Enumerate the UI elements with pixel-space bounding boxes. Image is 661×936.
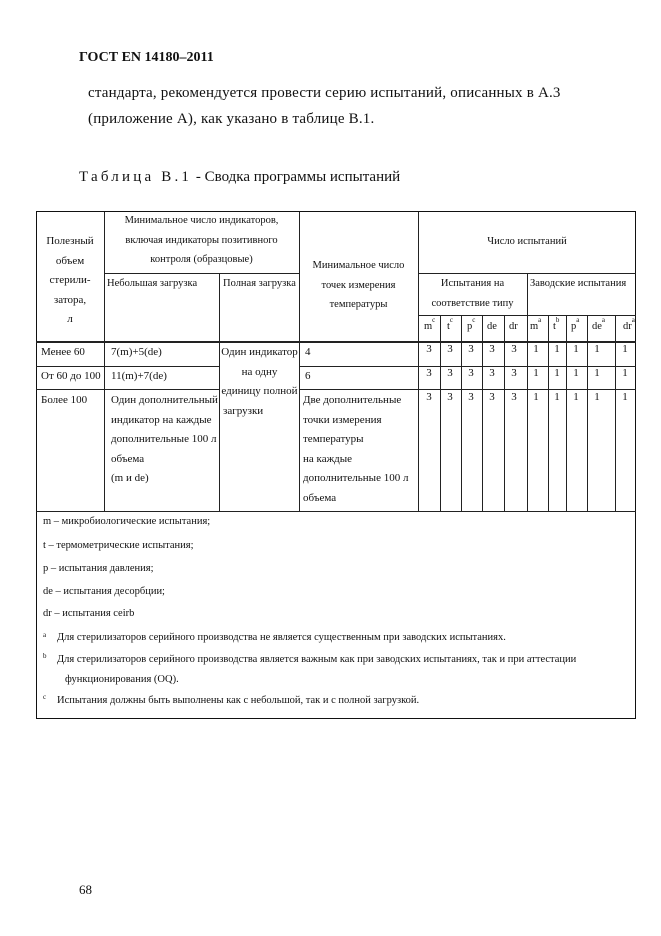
page-number: 68 <box>79 882 92 897</box>
table-vline <box>548 315 549 512</box>
body-text-line-1: стандарта, рекомендуется провести серию испытаний, описанных в А.3 <box>88 85 561 101</box>
factory-value-cell: 1 <box>573 343 579 355</box>
table-hline <box>36 389 220 390</box>
type-value-cell: 3 <box>468 343 474 355</box>
col-header-type-dr: dr <box>509 321 518 332</box>
legend-t: t – термометрические испытания; <box>43 540 194 551</box>
col-header-type-t: $t^c$ <box>447 317 454 332</box>
factory-value-cell: 1 <box>554 391 560 403</box>
footnote-c-text: Испытания должны быть выполнены как с небольшой, так и с полной загрузкой. <box>57 695 420 706</box>
row-1-small-load: 7(m)+5(de) <box>111 346 162 358</box>
col-header-type-de: de <box>487 321 497 332</box>
factory-value-cell: 1 <box>622 343 628 355</box>
factory-value-cell: 1 <box>594 343 600 355</box>
row-1-points: 4 <box>305 346 311 358</box>
factory-value-cell: 1 <box>594 391 600 403</box>
footnote-b-text-2: функционирования (OQ). <box>65 674 179 685</box>
table-hline <box>299 389 636 390</box>
legend-de: de – испытания десорбции; <box>43 586 165 597</box>
row-3-volume: Более 100 <box>41 394 88 406</box>
document-header: ГОСТ EN 14180–2011 <box>79 50 214 65</box>
col-header-factory-de: $de^a$ <box>592 317 606 332</box>
col-header-factory-dr: $dr^a$ <box>623 317 635 332</box>
type-value-cell: 3 <box>426 367 432 379</box>
row-2-small-load: 11(m)+7(de) <box>111 370 167 382</box>
type-value-cell: 3 <box>447 367 453 379</box>
body-text-line-2: (приложение А), как указано в таблице В.1. <box>88 111 375 127</box>
col-header-type-p: $p^c$ <box>467 317 476 332</box>
caption-title: - Сводка программы испытаний <box>195 169 401 185</box>
type-value-cell: 3 <box>489 343 495 355</box>
header-num-tests: Число испытаний <box>487 236 567 247</box>
type-value-cell: 3 <box>468 391 474 403</box>
header-full-load: Полная загрузка <box>223 278 296 289</box>
col-header-factory-m: $m^a$ <box>530 317 542 332</box>
table-vline <box>482 315 483 512</box>
type-value-cell: 3 <box>426 391 432 403</box>
footnote-b-text: Для стерилизаторов серийного производства является важным как при заводских испытаниях, так и при аттестации <box>57 654 577 665</box>
table-vline <box>440 315 441 512</box>
type-value-cell: 3 <box>489 391 495 403</box>
table-caption <box>79 169 400 186</box>
type-value-cell: 3 <box>426 343 432 355</box>
factory-value-cell: 1 <box>533 391 539 403</box>
factory-value-cell: 1 <box>533 343 539 355</box>
table-hline <box>36 511 636 512</box>
footnote-c-mark: c <box>43 693 47 701</box>
footnote-a-mark: a <box>43 631 47 639</box>
factory-value-cell: 1 <box>533 367 539 379</box>
row-3-small-load: Один дополнительный индикатор на каждые дополнительные 100 л объема (m и de) <box>111 394 218 484</box>
caption-label: Таблица В.1 <box>79 169 193 185</box>
header-type-tests: Испытания на соответствие типу <box>431 278 514 309</box>
header-small-load: Небольшая загрузка <box>107 278 198 289</box>
col-header-factory-p: $p^a$ <box>571 317 580 332</box>
row-2-volume: От 60 до 100 <box>41 370 101 382</box>
table-hline <box>418 315 636 316</box>
table-vline <box>504 315 505 512</box>
factory-value-cell: 1 <box>554 343 560 355</box>
header-min-indicators: Минимальное число индикаторов, включая индикаторы позитивного контроля (образцовые) <box>124 215 279 265</box>
factory-value-cell: 1 <box>622 391 628 403</box>
col-header-factory-t: $t^b$ <box>553 317 560 332</box>
footnote-a-text: Для стерилизаторов серийного производства не является существенным при заводских испытаниях. <box>57 632 506 643</box>
table-vline <box>418 212 419 512</box>
footnote-b-mark: b <box>43 652 47 660</box>
type-value-cell: 3 <box>489 367 495 379</box>
legend-dr: dr – испытания сеirb <box>43 608 135 619</box>
type-value-cell: 3 <box>511 343 517 355</box>
table-vline <box>615 315 616 512</box>
full-load-cell: Один индикатор на одну единицу полной загрузки <box>221 346 298 417</box>
legend-p: p – испытания давления; <box>43 563 154 574</box>
factory-value-cell: 1 <box>622 367 628 379</box>
type-value-cell: 3 <box>511 391 517 403</box>
header-volume: Полезный объем стерили- затора, л <box>46 235 94 325</box>
table-vline <box>566 315 567 512</box>
type-value-cell: 3 <box>447 391 453 403</box>
table-vline <box>461 315 462 512</box>
factory-value-cell: 1 <box>554 367 560 379</box>
factory-value-cell: 1 <box>573 391 579 403</box>
table-vline <box>527 273 528 512</box>
legend-m: m – микробиологические испытания; <box>43 516 211 527</box>
col-header-type-m: $m^c$ <box>424 317 436 332</box>
header-factory-tests: Заводские испытания <box>530 278 627 289</box>
type-value-cell: 3 <box>511 367 517 379</box>
factory-value-cell: 1 <box>594 367 600 379</box>
type-value-cell: 3 <box>447 343 453 355</box>
header-min-points: Минимальное число точек измерения температуры <box>312 260 405 310</box>
type-value-cell: 3 <box>468 367 474 379</box>
table-vline <box>587 315 588 512</box>
row-3-points: Две дополнительные точки измерения температуры на каждые дополнительные 100 л объема <box>303 394 409 504</box>
factory-value-cell: 1 <box>573 367 579 379</box>
row-2-points: 6 <box>305 370 311 382</box>
row-1-volume: Менее 60 <box>41 346 85 358</box>
